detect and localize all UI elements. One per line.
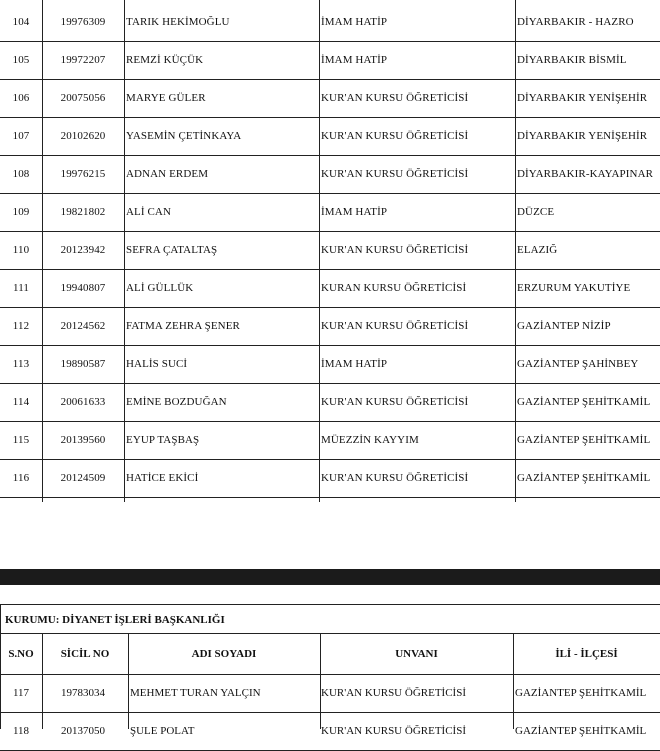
cell-sno: 112: [12, 320, 30, 332]
cell-sno: 108: [12, 168, 30, 180]
cell-il: DİYARBAKIR YENİŞEHİR: [517, 92, 648, 104]
cell-sicil: 20061633: [60, 396, 106, 408]
cell-unvan: KUR'AN KURSU ÖĞRETİCİSİ: [321, 472, 469, 484]
cell-name: ALİ GÜLLÜK: [126, 282, 194, 294]
cell-sno: 116: [12, 472, 30, 484]
cell-sno: 113: [12, 358, 30, 370]
cell-sicil: 20102620: [60, 130, 106, 142]
cell-sno: 105: [12, 54, 30, 66]
cell-unvan: KUR'AN KURSU ÖĞRETİCİSİ: [321, 92, 469, 104]
table-row: [0, 421, 660, 460]
cell-sno: 109: [12, 206, 30, 218]
cell-name: EYUP TAŞBAŞ: [126, 434, 200, 446]
cell-unvan: MÜEZZİN KAYYIM: [321, 434, 419, 446]
cell-unvan: İMAM HATİP: [321, 206, 388, 218]
table-row: [0, 345, 660, 384]
table-row: [0, 79, 660, 118]
cell-sno: 114: [12, 396, 30, 408]
cell-name: ADNAN ERDEM: [126, 168, 209, 180]
cell-sno: 110: [12, 244, 30, 256]
table-row: [0, 712, 660, 751]
column-divider: [42, 634, 43, 729]
table-row: [0, 3, 660, 42]
cell-sicil: 20137050: [61, 725, 105, 737]
header-unvan: UNVANI: [395, 648, 438, 660]
cell-il: DİYARBAKIR YENİŞEHİR: [517, 130, 648, 142]
cell-unvan: İMAM HATİP: [321, 54, 388, 66]
page-break-band: [0, 569, 660, 585]
cell-sicil: 19976215: [60, 168, 106, 180]
cell-il: DİYARBAKIR - HAZRO: [517, 16, 634, 28]
table-row: [0, 41, 660, 80]
cell-sno: 107: [12, 130, 30, 142]
table-row: [0, 155, 660, 194]
cell-il: DİYARBAKIR-KAYAPINAR: [517, 168, 654, 180]
cell-sicil: 19972207: [60, 54, 106, 66]
cell-name: EMİNE BOZDUĞAN: [126, 396, 227, 408]
cell-name: REMZİ KÜÇÜK: [126, 54, 204, 66]
cell-name: HATİCE EKİCİ: [126, 472, 199, 484]
cell-name: MARYE GÜLER: [126, 92, 206, 104]
cell-unvan: KUR'AN KURSU ÖĞRETİCİSİ: [321, 396, 469, 408]
cell-unvan: KUR'AN KURSU ÖĞRETİCİSİ: [321, 320, 469, 332]
cell-name: TARIK HEKİMOĞLU: [126, 16, 230, 28]
cell-unvan: KUR'AN KURSU ÖĞRETİCİSİ: [321, 168, 469, 180]
column-divider: [320, 634, 321, 729]
cell-unvan: KUR'AN KURSU ÖĞRETİCİSİ: [321, 687, 466, 699]
cell-il: GAZİANTEP NİZİP: [517, 320, 611, 332]
header-name: ADI SOYADI: [191, 648, 257, 660]
cell-sicil: 19976309: [60, 16, 106, 28]
table-row: [0, 269, 660, 308]
cell-il: GAZİANTEP ŞEHİTKAMİL: [515, 687, 647, 699]
cell-il: GAZİANTEP ŞEHİTKAMİL: [517, 396, 651, 408]
cell-sno: 117: [12, 687, 30, 699]
cell-sicil: 19821802: [60, 206, 106, 218]
cell-sno: 118: [12, 725, 30, 737]
cell-il: ERZURUM YAKUTİYE: [517, 282, 631, 294]
header-sicil: SİCİL NO: [60, 648, 110, 660]
column-divider: [128, 634, 129, 729]
cell-il: GAZİANTEP ŞAHİNBEY: [517, 358, 639, 370]
cell-unvan: İMAM HATİP: [321, 358, 388, 370]
cell-name: MEHMET TURAN YALÇIN: [130, 687, 261, 699]
header-il: İLİ - İLÇESİ: [555, 648, 618, 660]
cell-name: SEFRA ÇATALTAŞ: [126, 244, 218, 256]
org-label: KURUMU: DİYANET İŞLERİ BAŞKANLIĞI: [0, 604, 660, 634]
cell-sno: 115: [12, 434, 30, 446]
cell-name: FATMA ZEHRA ŞENER: [126, 320, 240, 332]
cell-il: DİYARBAKIR BİSMİL: [517, 54, 627, 66]
cell-sno: 111: [13, 282, 29, 294]
table-row: [0, 383, 660, 422]
cell-il: ELAZIĞ: [517, 244, 558, 256]
cell-sno: 106: [12, 92, 30, 104]
cell-name: ALİ CAN: [126, 206, 172, 218]
table-row: [0, 307, 660, 346]
cell-sno: 104: [12, 16, 30, 28]
column-divider: [513, 634, 514, 729]
table-row: [0, 459, 660, 498]
cell-sicil: 19890587: [60, 358, 106, 370]
cell-unvan: KUR'AN KURSU ÖĞRETİCİSİ: [321, 725, 466, 737]
cell-il: GAZİANTEP ŞEHİTKAMİL: [515, 725, 647, 737]
table-row: [0, 674, 660, 713]
table-row: [0, 117, 660, 156]
cell-sicil: 20124509: [60, 472, 106, 484]
cell-sicil: 19783034: [61, 687, 105, 699]
cell-il: DÜZCE: [517, 206, 555, 218]
cell-unvan: İMAM HATİP: [321, 16, 388, 28]
header-sno: S.NO: [8, 648, 34, 660]
column-divider: [0, 604, 1, 729]
cell-sicil: 20123942: [60, 244, 106, 256]
cell-sicil: 19940807: [60, 282, 106, 294]
cell-unvan: KUR'AN KURSU ÖĞRETİCİSİ: [321, 130, 469, 142]
table-row: [0, 193, 660, 232]
cell-name: ŞULE POLAT: [130, 725, 195, 737]
cell-sicil: 20124562: [60, 320, 106, 332]
cell-unvan: KUR'AN KURSU ÖĞRETİCİSİ: [321, 244, 469, 256]
cell-sicil: 20139560: [60, 434, 106, 446]
cell-sicil: 20075056: [60, 92, 106, 104]
cell-il: GAZİANTEP ŞEHİTKAMİL: [517, 434, 651, 446]
cell-il: GAZİANTEP ŞEHİTKAMİL: [517, 472, 651, 484]
table-row: [0, 231, 660, 270]
table-header: [0, 634, 660, 675]
cell-unvan: KURAN KURSU ÖĞRETİCİSİ: [321, 282, 467, 294]
cell-name: HALİS SUCİ: [126, 358, 188, 370]
cell-name: YASEMİN ÇETİNKAYA: [126, 130, 242, 142]
